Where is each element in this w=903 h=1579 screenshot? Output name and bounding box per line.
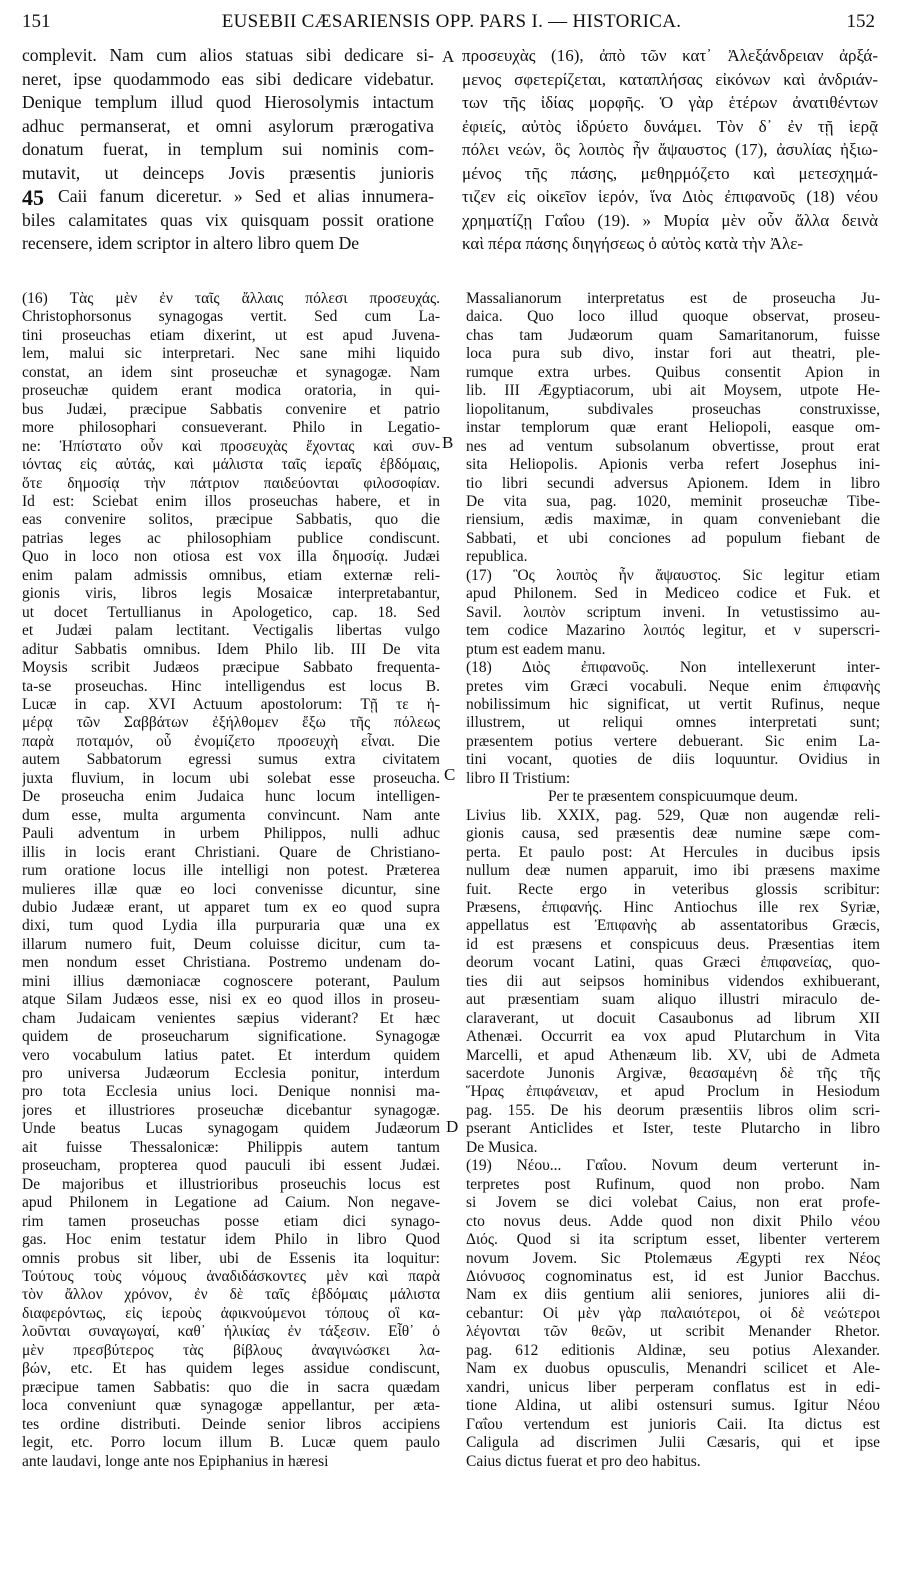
main-left-line: biles calamitates quas vix quisquam possit oratione [22,209,434,230]
notes-right-line: deorum vocant Latini, quas Græci ἐπιφανείας, quo- [466,954,880,972]
main-right-line: μενος σφετερίζεται, καταπλήσας εἰκόνων καὶ ἀνδριάν- [462,69,878,89]
margin-letter-a: A [442,47,455,66]
notes-left-line: rim tamen proseuchas posse etiam dici synago- [22,1212,440,1230]
notes-right-line: ties dii aut seipsos hominibus videndos exhibuerant, [466,972,880,990]
notes-right-line: Sabbati, et ubi conciones ad populum fiebant de [466,529,880,547]
notes-left-line: Quo in loco non otiosa est vox illa δημοσίᾳ. Judæi [22,548,440,566]
notes-right-line: liopolitanum, subdivales proseuchas construxisse, [466,400,880,418]
notes-left-line: ta-se proseuchas. Hinc intelligendus est locus B. [22,677,440,695]
notes-right-line: (19) Νέου... Γαΐου. Novum deum verterunt in- [466,1157,880,1175]
notes-left-line: dum esse, multa argumenta convincunt. Nam ante [22,806,440,824]
notes-left-line: De proseucha enim Judaica hunc locum intelligen- [22,788,440,806]
footnotes-right-column [466,290,880,1471]
notes-left-line: Unde beatus Lucas synagogam quidem Judæorum [22,1120,440,1138]
notes-left-line: dixi, tum quod Lydia illa purpuraria quæ una ex [22,917,440,935]
notes-left-line: Lucæ in cap. XVI Actuum apostolorum: Τῇ τε ἡ- [22,695,440,713]
notes-left-line: loca conveniunt quæ synagogæ appellantur, per æta- [22,1397,440,1415]
notes-left-line: tini proseuchas etiam dixerint, ut est apud Juvena- [22,326,440,344]
notes-left-line: Id est: Sciebat enim illos proseuchas habere, et in [22,492,440,510]
notes-right-line: Caligula ad discrimen Julii Cæsaris, qui et ipse [466,1434,880,1452]
notes-right-line: novum Jovem. Sic Ptolemæus Ægypti rex Νέος [466,1249,880,1267]
main-right-line: προσευχὰς (16), ἀπὸ τῶν κατ᾽ Ἀλεξάνδρειαν ἀρξά- [462,46,878,65]
main-right-line: μένος τῆς πάσης, μεθηρμόζετο καὶ μετεσχημά- [462,163,878,183]
notes-right-line: libro II Tristium: [466,769,571,787]
notes-left-line: μέρᾳ τῶν Σαββάτων ἐξήλθομεν ἔξω τῆς πόλεως [22,714,440,732]
notes-left-line: ne: Ἠπίστατο οὖν καὶ προσευχὰς ἔχοντας καὶ συν- [22,437,440,455]
notes-right-line: De Musica. [466,1138,538,1156]
notes-left-line: cham Judaicam venientes sæpius viderant? Et hæc [22,1009,440,1027]
notes-right-line: Athenæi. Occurrit ea vox apud Plutarchum in Vita [466,1028,880,1046]
notes-left-line: juxta fluvium, in locum ubi solebat esse proseucha. [22,769,440,787]
notes-right-line: sacerdote Junonis Argivæ, θεασαμένη δὲ τῆς τῆς [466,1065,880,1083]
notes-right-line: Διόνυσος cognominatus est, id est Junior Bacchus. [466,1268,880,1286]
notes-right-line: claraverant, ut docuit Casaubonus ad librum XII [466,1009,880,1027]
page-number-left: 151 [22,11,51,32]
notes-right-line: tio libri secundi adversus Apionem. Idem in libro [466,474,880,492]
notes-left-line: proseucham, propterea quod pauculi ibi essent Judæi. [22,1157,440,1175]
notes-right-line: pretes vim Græci vocabuli. Neque enim ἐπιφανὴς [466,677,880,695]
notes-right-line: fuit. Recte ergo in veteribus glossis scribitur: [466,880,880,898]
notes-left-line: pro universa Judæorum Ecclesia ponitur, interdum [22,1065,440,1083]
notes-left-line: ut docet Tertullianus in Apologetico, cap. 18. Sed [22,603,440,621]
notes-right-line: Nam ex diis gentium alii seniores, juniores alii di- [466,1286,880,1304]
notes-right-line: perta. Et paulo post: At Hercules in ducibus ipsis [466,843,880,861]
notes-right-line: ptum est eadem manu. [466,640,606,658]
notes-left-line: quidem de proseucharum significatione. Synagogæ [22,1028,440,1046]
notes-right-line: (18) Διὸς ἐπιφανοῦς. Non intellexerunt inter- [466,659,880,677]
notes-left-line: bus Judæi, præcipue Sabbatis convenire et patrio [22,400,440,418]
notes-right-line: illustrem, ut reliqui omnes interpretati sunt; [466,714,880,732]
notes-left-line: proseuchæ quidem erant modica oratoria, in qui- [22,382,440,400]
notes-right-line: Caius dictus fuerat et pro deo habitus. [466,1452,701,1470]
notes-right-line: gionis causa, sed præsentis deæ numine sæpe com- [466,825,880,843]
notes-left-line: patrias leges ac philosophiam publice condiscunt. [22,529,440,547]
main-right-line: ἐφιείς, αὐτὸς ἱδρύετο δυνάμει. Τὸν δ᾽ ἐν τῇ ἱερᾷ [462,116,878,136]
notes-left-line: Moysis scribit Judæos præcipue Sabbato frequenta- [22,659,440,677]
notes-right-line: pag. 612 editionis Aldinæ, seu potius Alexander. [466,1341,880,1359]
notes-right-line: Livius lib. XXIX, pag. 529, Quæ non augendæ reli- [466,806,880,824]
notes-left-line: enim palam admissis omnibus, etiam externæ reli- [22,566,440,584]
notes-left-line: legit, etc. Porro locum illum B. Lucæ quem paulo [22,1434,440,1452]
notes-right-line: daica. Quo loco illud quoque observat, proseu- [466,308,880,326]
notes-left-line: et Judæi palam lectitant. Vectigalis libertas vulgo [22,622,440,640]
notes-left-line: illis in locis erant Christiani. Quare de Christiano- [22,843,440,861]
margin-letter-c: C [444,765,456,784]
notes-left-line: vero vocabulum latius patet. Et interdum quidem [22,1046,440,1064]
notes-right-line: Massalianorum interpretatus est de proseucha Ju- [466,290,880,307]
notes-right-line: Marcelli, et apud Athenæum lib. XV, ubi de Admeta [466,1046,880,1064]
notes-right-line: instar templorum quæ erant Heliopoli, easque om- [466,419,880,437]
notes-left-line: apud Philonem in Legatione ad Caium. Non negave- [22,1194,440,1212]
notes-left-line: ait fuisse Thessalonicæ: Philippis autem tantum [22,1138,440,1156]
main-left-line: adhuc permanserat, et omni asylorum prærogativa [22,115,434,136]
notes-right-line: rumque extra urbes. Quibus consentit Apion in [466,363,880,381]
page-number-right: 152 [846,11,875,32]
running-title: EUSEBII CÆSARIENSIS OPP. PARS I. — HISTORICA. [221,11,682,32]
main-right-line: καὶ πέρα πάσης διηγήσεως ὁ αὐτὸς κατὰ τὴν Ἀλε- [462,234,804,253]
notes-right-line: terpretes post Rufinum, quod non probo. Nam [466,1175,880,1193]
notes-right-line: tini vocant, quoties de diis loquuntur. Ovidius in [466,751,880,769]
notes-left-line: jores et illustriores proseuchæ dicebantur synagogæ. [22,1101,440,1119]
main-left-line: mutavit, ut deinceps Jovis præsentis junioris [22,162,434,183]
notes-right-line: chas tam Judæorum quam Samaritanorum, fuisse [466,326,880,344]
notes-left-line: τὸν ἄλλον χρόνον, ἐν δὲ ταῖς ἑβδόμαις μάλιστα [22,1286,440,1304]
section-number: 45 [22,185,44,210]
notes-left-line: mini illius dæmoniacæ cognoscere poterant, Paulum [22,972,440,990]
main-right-line: των τῆς ἰδίας μορφῆς. Ὁ γὰρ ἑτέρων ἀνατιθέντων [462,93,878,112]
notes-right-line: lib. III Ægyptiacorum, ubi ait Moysem, utpote He- [466,382,880,400]
main-right-line: τιζεν εἰς οἰκεῖον ἱερόν, ἵνα Διὸς ἐπιφανοῦς (18) νέου [462,187,878,206]
notes-right-line: De vita sua, pag. 1020, meminit proseuchæ Tibe- [466,492,880,510]
notes-left-line: μὲν πρεσβύτερος τὰς βίβλους ἀναγινώσκει λα- [22,1341,440,1359]
notes-right-line: appellatus est Ἐπιφανὴς ab assentatoribus Græcis, [466,917,880,935]
notes-left-line: παρὰ ποταμόν, οὗ ἐνομίζετο προσευχὴ εἶναι. Die [22,732,440,750]
notes-left-line: λοῦνται συναγωγαί, καθ᾽ ἡλικίας ἐν τάξεσιν. Εἶθ᾽ ὁ [22,1323,440,1341]
notes-right-line: id est præsens et conspicuus deus. Præsentias item [466,935,880,953]
notes-right-line: (17) Ὃς λοιπὸς ἦν ἄψαυστος. Sic legitur etiam [466,566,880,584]
notes-left-line: Pauli adventum in urbem Philippos, nulli adhuc [22,825,440,843]
notes-left-line: De majoribus et illustrioribus proseuchis locus est [22,1175,440,1193]
notes-right-line: riensium, ædis maximæ, in quam conveniebant die [466,511,880,529]
notes-left-line: omnis probus sit liber, ubi de Essenis ita loquitur: [22,1249,440,1267]
notes-right-line: Διός. Quod si ita scriptum esset, libenter verterem [466,1231,880,1249]
notes-right-line: nullum deæ numen apparuit, imo ibi præsens maxime [466,862,880,880]
notes-right-line: cto novus deus. Adde quod non dixit Philo νέου [466,1212,880,1230]
main-left-line: recensere, idem scriptor in altero libro quem De [22,233,360,253]
main-right-line: χρηματίζῃ Γαΐου (19). » Μυρία μὲν οὖν ἄλλα δεινὰ [462,210,878,230]
notes-left-line: præcipue tamen Sabbatis: quo die in sacra quædam [22,1378,440,1396]
main-left-line: neret, ipse quodammodo eas sibi dedicare videbatur. [22,68,434,89]
notes-right-line: xandri, unicus liber perperam conflatus est in edi- [466,1378,880,1396]
notes-right-line: Savil. λοιπὸν scriptum inveni. In vetustissimo au- [466,603,880,621]
notes-right-line: Ἥρας ἐπιφάνειαν, et apud Proclum in Hesiodum [466,1083,880,1101]
notes-left-line: illarum numero fuit, Deum coluisse dicitur, cum ta- [22,935,440,953]
notes-left-line: dubio Judææ erant, ut apparet tum ex eo quod supra [22,898,440,916]
notes-right-line: pserant Anticlides et Ister, teste Plutarcho in libro [466,1120,880,1138]
main-left-line: Caii fanum diceretur. » Sed et alias innumera- [58,186,434,206]
notes-right-line: aut præsentiam suam aliquo illustri miraculo de- [466,991,880,1009]
notes-left-line: ιόντας εἰς αὐτάς, καὶ μάλιστα ταῖς ἱεραῖς ἑβδόμαις, [22,456,440,474]
notes-left-line: constat, an idem sint proseuchæ et synagogæ. Nam [22,363,440,381]
notes-left-line: Τούτους τοὺς νόμους ἀναδιδάσκοντες μὲν καὶ παρὰ [22,1268,440,1286]
main-left-line: donatum fuerat, in templum sui nominis com- [22,139,434,159]
notes-right-line: præsentem potius vertere debuerant. Sic enim La- [466,732,880,750]
notes-right-line: si Jovem se dici volebat Caius, non erat profe- [466,1194,880,1212]
notes-left-line: ὅτε δημοσίᾳ τὴν πάτριον παιδεύονται φιλοσοφίαν. [22,474,440,492]
notes-right-line: nes ad ventum subsolanum obvertisse, prout erat [466,437,880,455]
notes-left-line: (16) Τὰς μὲν ἐν ταῖς ἄλλαις πόλεσι προσευχάς. [22,290,440,307]
notes-left-line: pro tota Ecclesia unius loci. Denique nonnisi ma- [22,1083,440,1101]
notes-right-line: Præsens, ἐπιφανής. Hinc Antiochus ille rex Syriæ, [466,898,880,916]
notes-left-line: autem Sabbatorum egressi sumus extra civitatem [22,751,440,769]
notes-right-line: sita Heliopolis. Apionis verba refert Josephus ini- [466,456,880,474]
notes-right-line: loca pura sub divo, instar fori aut theatri, ple- [466,345,880,363]
notes-right-line: tem codice Mazarino λοιπός legitur, et ν superscri- [466,622,880,640]
notes-right-line: Per te præsentem conspicuumque deum. [547,788,799,806]
notes-right-line: cebantur: Οἱ μὲν γὰρ παλαιότεροι, οἱ δὲ νεώτεροι [466,1304,880,1322]
notes-left-line: Christophorsonus synagogas vertit. Sed cum La- [22,308,440,326]
notes-left-line: mulieres illæ quæ eo loci convenisse dicuntur, sine [22,880,440,898]
main-right-line: πόλει νεών, ὃς λοιπὸς ἦν ἄψαυστος (17), ἀσυλίας ἠξιω- [462,140,878,159]
notes-right-line: λέγονται τῶν θεῶν, ut scribit Menander Rhetor. [466,1323,880,1341]
notes-left-line: aditur Sabbatis omnibus. Idem Philo lib. III De vita [22,640,440,658]
main-left-line: complevit. Nam cum alios statuas sibi dedicare si- [22,45,434,65]
notes-left-line: rum oratione locus ille intelligi non potest. Præterea [22,862,440,880]
notes-right-line: tione Aldina, ut alibi ostensuri sumus. Igitur Νέου [466,1397,880,1415]
notes-left-line: lem, malui sic interpretari. Nec sane mihi liquido [22,345,440,363]
notes-left-line: gionis viris, libros legis Mosaicæ interpretabantur, [22,585,440,603]
notes-right-line: nobilissimum hic significat, ut vertit Rufinus, neque [466,695,880,713]
notes-left-line: more philosophari consueverant. Philo in Legatio- [22,419,440,437]
main-text-latin [22,44,434,256]
main-text-greek [462,44,878,256]
notes-left-line: βών, etc. Et has quidem leges assidue condiscunt, [22,1360,440,1378]
margin-letter-b: B [442,433,454,452]
notes-right-line: republica. [466,548,528,566]
notes-left-line: eas convenire solitos, præcipue Sabbatis, quo die [22,511,440,529]
footnotes-left-column [22,290,440,1471]
main-left-line: Denique templum illud quod Hierosolymis intactum [22,92,434,112]
notes-left-line: διαφερόντως, εἰς ἱεροὺς ἀφικνούμενοι τόπους οἳ κα- [22,1304,440,1322]
notes-left-line: tes ordine distributi. Deinde senior libros accipiens [22,1415,440,1433]
notes-right-line: Γαΐου vertendum est junioris Caii. Ita dictus est [466,1415,880,1433]
margin-letter-d: D [446,1117,459,1136]
notes-left-line: gas. Hoc enim testatur idem Philo in libro Quod [22,1231,440,1249]
notes-right-line: pag. 155. De his deorum præsentiis libros olim scri- [466,1101,880,1119]
notes-left-line: ante laudavi, longe ante nos Epiphanius in hæresi [22,1452,329,1470]
notes-left-line: atque Silam Judæos esse, nisi ex eo quod illos in proseu- [22,991,440,1009]
notes-left-line: men nondum esset Christiana. Postremo undenam do- [22,954,440,972]
notes-right-line: apud Philonem. Sed in Mediceo codice et Fuk. et [466,585,880,603]
notes-right-line: Nam ex duobus opusculis, Menandri scilicet et Ale- [466,1360,880,1378]
